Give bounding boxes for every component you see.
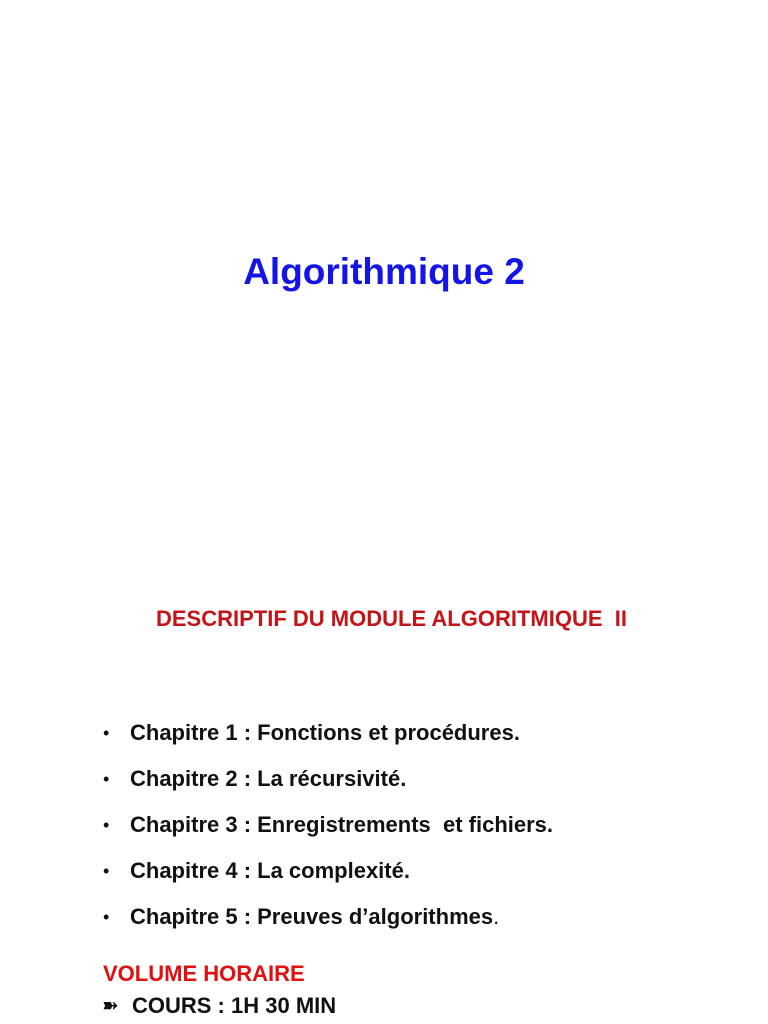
- list-item: [103, 848, 553, 894]
- list-item: [103, 802, 553, 848]
- cours-line: [102, 991, 336, 1021]
- list-item: [103, 710, 553, 756]
- bullet-icon: •: [103, 906, 110, 927]
- module-description-heading: DESCRIPTIF DU MODULE ALGORITMIQUE II: [156, 606, 627, 631]
- bullet-icon: •: [103, 814, 110, 835]
- arrow-right-icon: ➽: [102, 995, 119, 1017]
- cours-label: COURS : 1H 30 MIN: [132, 993, 337, 1018]
- bullet-icon: •: [103, 860, 110, 881]
- chapter-label: Chapitre 1 : Fonctions et procédures.: [130, 720, 520, 745]
- chapter-period: .: [493, 904, 500, 929]
- chapter-label: Chapitre 4 : La complexité.: [130, 858, 410, 883]
- chapter-label: Chapitre 3 : Enregistrements et fichiers.: [130, 812, 554, 837]
- chapter-list: [103, 710, 553, 940]
- bullet-icon: •: [103, 722, 110, 743]
- list-item: [103, 756, 553, 802]
- list-item: [103, 894, 553, 940]
- chapter-label: Chapitre 2 : La récursivité.: [130, 766, 407, 791]
- volume-horaire-heading: VOLUME HORAIRE: [103, 961, 305, 986]
- bullet-icon: •: [103, 768, 110, 789]
- chapter-label: Chapitre 5 : Preuves d’algorithmes: [130, 904, 494, 929]
- page-title: Algorithmique 2: [243, 251, 525, 292]
